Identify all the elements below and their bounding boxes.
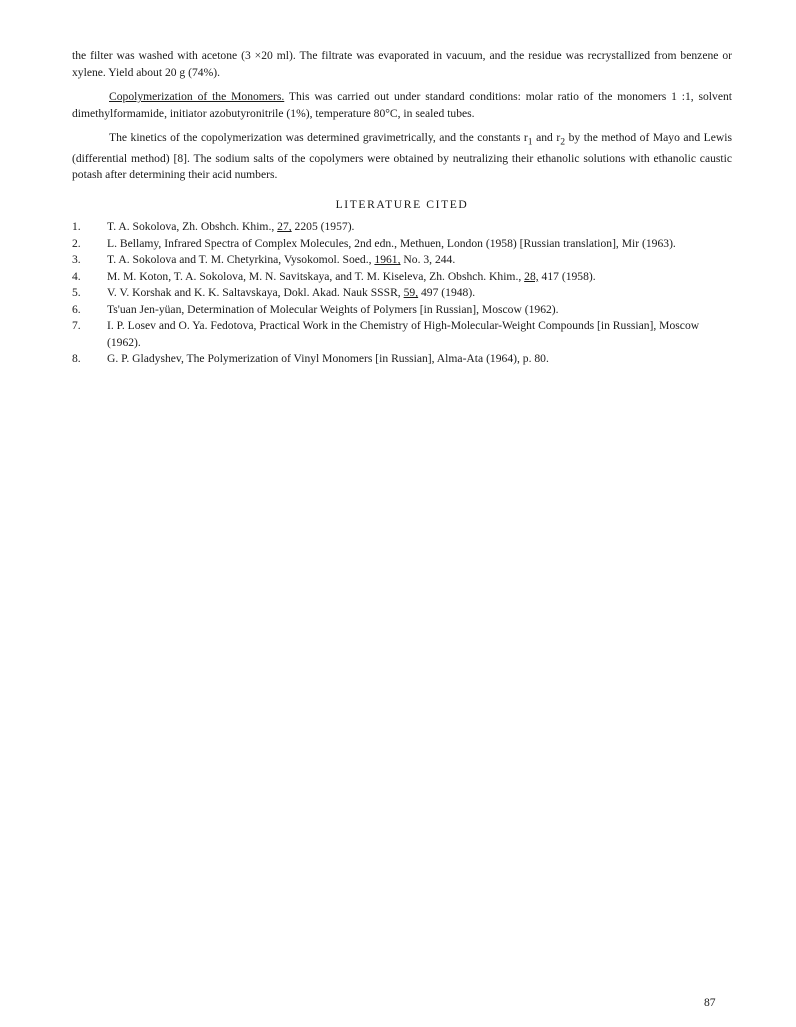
reference-item: [72, 269, 732, 286]
reference-volume: 1961,: [374, 253, 401, 267]
reference-volume: 28,: [524, 269, 539, 283]
reference-number: 2.: [72, 236, 81, 250]
reference-text-end: 497 (1948).: [418, 286, 476, 300]
reference-text-end: 417 (1958).: [538, 269, 596, 283]
page-body: [72, 48, 732, 368]
reference-list: [72, 219, 732, 368]
reference-text: V. V. Korshak and K. K. Saltavskaya, Dokl. Akad. Nauk SSSR,: [107, 286, 404, 300]
reference-number: 7.: [72, 319, 81, 333]
kinetics-text-b: and r: [532, 131, 561, 144]
reference-text: Ts'uan Jen-yüan, Determination of Molecular Weights of Polymers [in Russian], Moscow (1962).: [107, 302, 559, 316]
reference-text-end: 2205 (1957).: [291, 220, 355, 234]
reference-number: 6.: [72, 302, 81, 316]
reference-volume: 27,: [277, 220, 292, 234]
kinetics-text-c: by the method of Mayo and Lewis (differential method) [8]. The sodium salts of the copolymers were obtained by neutralizing their ethanolic solutions with ethanolic caustic potash after determining their acid numbers.: [72, 131, 732, 182]
paragraph-copolymerization-text: This was carried out under standard conditions: molar ratio of the monomers 1 :1, solvent dimethylformamide, initiator azobutyronitrile (1%), temperature 80°C, in sealed tubes.: [72, 90, 732, 120]
reference-number: 1.: [72, 220, 81, 234]
kinetics-text-a: The kinetics of the copolymerization was determined gravimetrically, and the constants r: [109, 131, 528, 144]
paragraph-copolymerization: [72, 89, 732, 122]
paragraph-kinetics: [72, 130, 732, 184]
reference-item: [72, 236, 732, 253]
reference-text: L. Bellamy, Infrared Spectra of Complex Molecules, 2nd edn., Methuen, London (1958) [Russian translation], Mir (1963).: [107, 236, 676, 250]
section-title-copolymerization: Copolymerization of the Monomers.: [109, 90, 285, 103]
reference-number: 5.: [72, 286, 81, 300]
subscript-r2: 2: [560, 136, 566, 148]
reference-volume: 59,: [403, 286, 419, 300]
reference-number: 8.: [72, 352, 81, 366]
reference-number: 4.: [72, 269, 81, 283]
page-number: 87: [704, 996, 716, 1009]
reference-number: 3.: [72, 253, 81, 267]
reference-item: [72, 285, 732, 302]
reference-item: [72, 351, 732, 368]
subscript-r1: 1: [527, 136, 533, 148]
reference-text: G. P. Gladyshev, The Polymerization of Vinyl Monomers [in Russian], Alma-Ata (1964), p. 80.: [107, 352, 549, 366]
reference-item: [72, 252, 732, 269]
literature-heading: LITERATURE CITED: [335, 197, 469, 211]
reference-text: T. A. Sokolova, Zh. Obshch. Khim.,: [107, 220, 278, 234]
reference-text: M. M. Koton, T. A. Sokolova, M. N. Savitskaya, and T. M. Kiseleva, Zh. Obshch. Khim.,: [107, 269, 525, 283]
reference-item: [72, 302, 732, 319]
reference-item: [72, 219, 732, 236]
paragraph-filtration: the filter was washed with acetone (3 ×20 ml). The filtrate was evaporated in vacuum, and the residue was recrystallized from benzene or xylene. Yield about 20 g (74%).: [72, 49, 732, 79]
reference-item: [72, 318, 732, 351]
reference-text: I. P. Losev and O. Ya. Fedotova, Practical Work in the Chemistry of High-Molecular-Weight Compounds [in Russian], Moscow (1962).: [107, 319, 700, 349]
reference-text: T. A. Sokolova and T. M. Chetyrkina, Vysokomol. Soed.,: [107, 253, 375, 267]
reference-text-end: No. 3, 244.: [400, 253, 456, 267]
